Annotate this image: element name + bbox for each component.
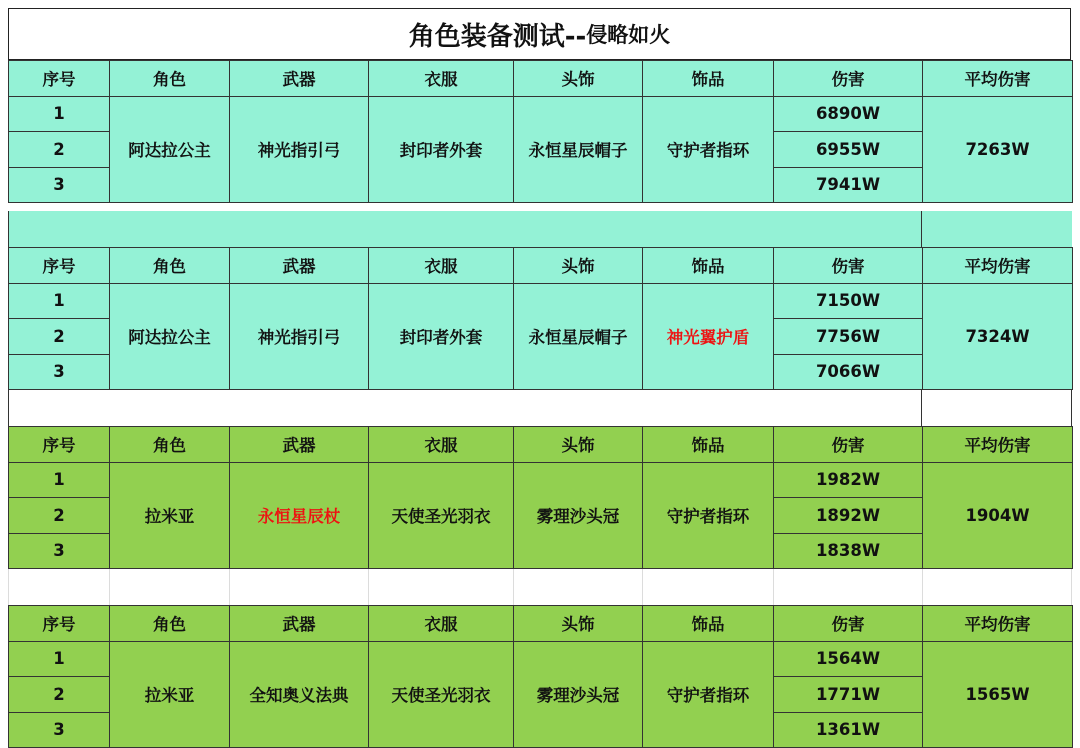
header-character: 角色	[110, 427, 230, 463]
header-character: 角色	[110, 61, 230, 97]
weapon-cell-highlighted: 永恒星辰杖	[230, 462, 369, 569]
row-index: 1	[9, 283, 110, 319]
headwear-cell: 永恒星辰帽子	[514, 283, 643, 390]
row-index: 1	[9, 641, 110, 677]
spacer-cell	[922, 211, 1072, 247]
spacer-row-2	[8, 390, 1072, 426]
header-accessory: 饰品	[643, 61, 774, 97]
clothing-cell: 封印者外套	[369, 96, 514, 203]
damage-cell: 6890W	[774, 96, 923, 132]
gridline	[368, 569, 369, 605]
gridline	[513, 569, 514, 605]
average-damage-cell: 7324W	[923, 283, 1073, 390]
header-headwear: 头饰	[514, 427, 643, 463]
row-index: 2	[9, 498, 110, 534]
damage-cell: 7941W	[774, 167, 923, 203]
header-damage: 伤害	[774, 248, 923, 284]
spacer-row-3	[8, 569, 1072, 605]
header-average-damage: 平均伤害	[923, 61, 1073, 97]
spacer-row-1	[8, 211, 1072, 247]
header-index: 序号	[9, 606, 110, 642]
header-character: 角色	[110, 248, 230, 284]
header-row	[9, 606, 1073, 642]
damage-cell: 7150W	[774, 283, 923, 319]
damage-cell: 1838W	[774, 533, 923, 569]
accessory-cell-highlighted: 神光翼护盾	[643, 283, 774, 390]
damage-cell: 1982W	[774, 462, 923, 498]
accessory-cell: 守护者指环	[643, 641, 774, 748]
title-main: 角色装备测试--	[408, 21, 587, 52]
headwear-cell: 雾理沙头冠	[514, 462, 643, 569]
spreadsheet	[8, 8, 1072, 741]
header-average-damage: 平均伤害	[923, 427, 1073, 463]
clothing-cell: 天使圣光羽衣	[369, 462, 514, 569]
header-weapon: 武器	[230, 427, 369, 463]
header-clothing: 衣服	[369, 61, 514, 97]
table-row	[9, 96, 1073, 132]
row-index: 2	[9, 132, 110, 168]
header-row	[9, 427, 1073, 463]
equipment-table-4	[8, 605, 1073, 748]
damage-cell: 7066W	[774, 354, 923, 390]
headwear-cell: 永恒星辰帽子	[514, 96, 643, 203]
header-accessory: 饰品	[643, 427, 774, 463]
character-cell: 阿达拉公主	[110, 96, 230, 203]
gridline	[8, 569, 9, 605]
row-index: 3	[9, 167, 110, 203]
damage-cell: 7756W	[774, 319, 923, 355]
header-average-damage: 平均伤害	[923, 606, 1073, 642]
row-index: 3	[9, 533, 110, 569]
equipment-table-2	[8, 247, 1073, 390]
header-headwear: 头饰	[514, 248, 643, 284]
clothing-cell: 封印者外套	[369, 283, 514, 390]
table-row	[9, 462, 1073, 498]
average-damage-cell: 1565W	[923, 641, 1073, 748]
header-damage: 伤害	[774, 606, 923, 642]
gridline	[642, 569, 643, 605]
table-row	[9, 641, 1073, 677]
header-weapon: 武器	[230, 248, 369, 284]
character-cell: 拉米亚	[110, 462, 230, 569]
spacer-divider	[921, 390, 922, 426]
character-cell: 阿达拉公主	[110, 283, 230, 390]
header-clothing: 衣服	[369, 248, 514, 284]
average-damage-cell: 7263W	[923, 96, 1073, 203]
damage-cell: 1564W	[774, 641, 923, 677]
row-index: 2	[9, 677, 110, 713]
damage-cell: 1892W	[774, 498, 923, 534]
gridline	[229, 569, 230, 605]
header-headwear: 头饰	[514, 61, 643, 97]
header-clothing: 衣服	[369, 427, 514, 463]
header-accessory: 饰品	[643, 606, 774, 642]
page-title	[8, 8, 1071, 60]
row-index: 3	[9, 354, 110, 390]
gridline	[922, 569, 923, 605]
title-sub: 侵略如火	[586, 23, 671, 47]
equipment-table-3	[8, 426, 1073, 569]
row-index: 3	[9, 712, 110, 748]
damage-cell: 1361W	[774, 712, 923, 748]
row-index: 1	[9, 96, 110, 132]
weapon-cell: 神光指引弓	[230, 283, 369, 390]
gridline	[1071, 569, 1072, 605]
average-damage-cell: 1904W	[923, 462, 1073, 569]
header-index: 序号	[9, 248, 110, 284]
header-character: 角色	[110, 606, 230, 642]
header-damage: 伤害	[774, 61, 923, 97]
header-average-damage: 平均伤害	[923, 248, 1073, 284]
header-row	[9, 61, 1073, 97]
table-row	[9, 283, 1073, 319]
character-cell: 拉米亚	[110, 641, 230, 748]
header-accessory: 饰品	[643, 248, 774, 284]
equipment-table-1	[8, 60, 1073, 203]
row-index: 1	[9, 462, 110, 498]
accessory-cell: 守护者指环	[643, 96, 774, 203]
header-weapon: 武器	[230, 61, 369, 97]
row-index: 2	[9, 319, 110, 355]
damage-cell: 1771W	[774, 677, 923, 713]
spacer-cell	[9, 211, 922, 247]
header-headwear: 头饰	[514, 606, 643, 642]
gridline	[773, 569, 774, 605]
damage-cell: 6955W	[774, 132, 923, 168]
clothing-cell: 天使圣光羽衣	[369, 641, 514, 748]
weapon-cell: 全知奥义法典	[230, 641, 369, 748]
header-index: 序号	[9, 61, 110, 97]
headwear-cell: 雾理沙头冠	[514, 641, 643, 748]
header-row	[9, 248, 1073, 284]
header-damage: 伤害	[774, 427, 923, 463]
accessory-cell: 守护者指环	[643, 462, 774, 569]
gridline	[109, 569, 110, 605]
weapon-cell: 神光指引弓	[230, 96, 369, 203]
header-clothing: 衣服	[369, 606, 514, 642]
header-weapon: 武器	[230, 606, 369, 642]
header-index: 序号	[9, 427, 110, 463]
